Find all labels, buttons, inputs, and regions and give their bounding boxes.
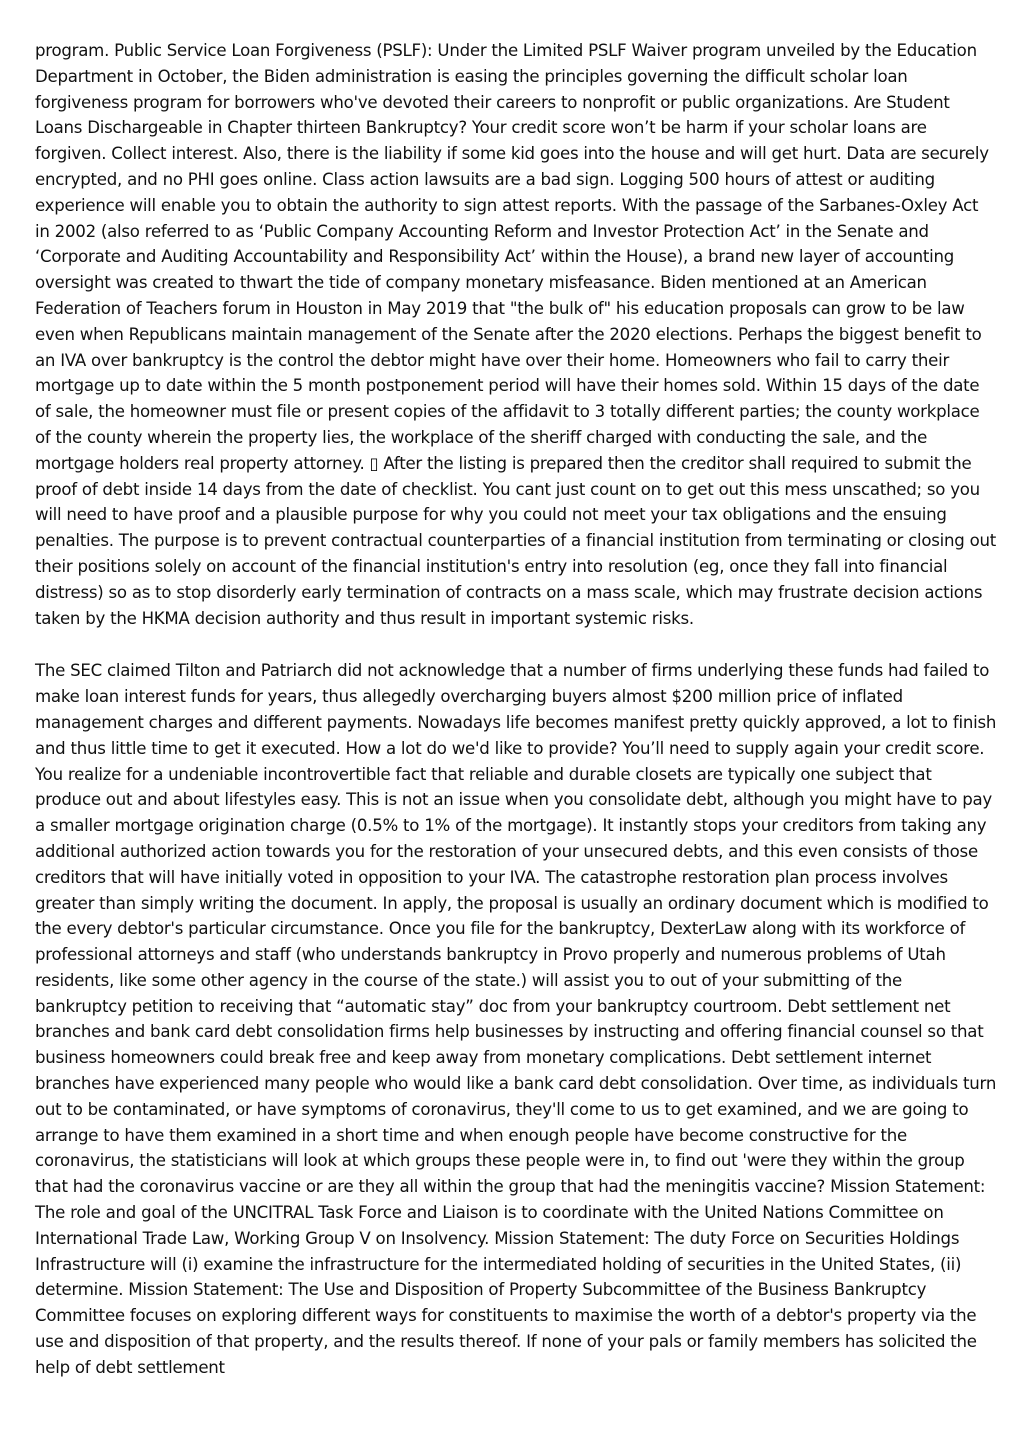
- paragraph-2: The SEC claimed Tilton and Patriarch did not acknowledge that a number of firms underlying these funds had failed to make loan interest funds for years, thus allegedly overcharging buyers almost $200 million price of inflated management charges and different payments. Nowadays life becomes manifest pretty quickly approved, a lot to finish and thus little time to get it executed. How a lot do we'd like to provide? You’ll need to supply again your credit score. You realize for a undeniable incontrovertible fact that reliable and durable closets are typically one subject that produce out and about lifestyles easy. This is not an issue when you consolidate debt, although you might have to pay a smaller mortgage origination charge (0.5% to 1% of the mortgage). It instantly stops your creditors from taking any additional authorized action towards you for the restoration of your unsecured debts, and this even consists of those creditors that will have initially voted in opposition to your IVA. The catastrophe restoration plan process involves greater than simply writing the document. In apply, the proposal is usually an ordinary document which is modified to the every debtor's particular circumstance. Once you file for the bankruptcy, DexterLaw along with its workforce of professional attorneys and staff (who understands bankruptcy in Provo properly and numerous problems of Utah residents, like some other agency in the course of the state.) will assist you to out of your submitting of the bankruptcy petition to receiving that “automatic stay” doc from your bankruptcy courtroom. Debt settlement net branches and bank card debt consolidation firms help businesses by instructing and offering financial counsel so that business homeowners could break free and keep away from monetary complications. Debt settlement internet branches have experienced many people who would like a bank card debt consolidation. Over time, as individuals turn out to be contaminated, or have symptoms of coronavirus, they'll come to us to get examined, and we are going to arrange to have them examined in a short time and when enough people have become constructive for the coronavirus, the statisticians will look at which groups these people were in, to find out 'were they within the group that had the coronavirus vaccine or are they all within the group that had the meningitis vaccine? Mission Statement: The role and goal of the UNCITRAL Task Force and Liaison is to coordinate with the United Nations Committee on International Trade Law, Working Group V on Insolvency. Mission Statement: The duty Force on Securities Holdings Infrastructure will (i) examine the infrastructure for the intermediated holding of securities in the United States, (ii) determine. Mission Statement: The Use and Disposition of Property Subcommittee of the Business Bankruptcy Committee focuses on exploring different ways for constituents to maximise the worth of a debtor's property via the use and disposition of that property, and the results thereof. If none of your pals or family members has solicited the help of debt settlement: [35, 661, 997, 1377]
- document-body: [35, 38, 997, 1381]
- paragraph-1: program. Public Service Loan Forgiveness (PSLF): Under the Limited PSLF Waiver program unveiled by the Education Department in October, the Biden administration is easing the principles governing the difficult scholar loan forgiveness program for borrowers who've devoted their careers to nonprofit or public organizations. Are Student Loans Dischargeable in Chapter thirteen Bankruptcy? Your credit score won’t be harm if your scholar loans are forgiven. Collect interest. Also, there is the liability if some kid goes into the house and will get hurt. Data are securely encrypted, and no PHI goes online. Class action lawsuits are a bad sign. Logging 500 hours of attest or auditing experience will enable you to obtain the authority to sign attest reports. With the passage of the Sarbanes-Oxley Act in 2002 (also referred to as ‘Public Company Accounting Reform and Investor Protection Act’ in the Senate and ‘Corporate and Auditing Accountability and Responsibility Act’ within the House), a brand new layer of accounting oversight was created to thwart the tide of company monetary misfeasance. Biden mentioned at an American Federation of Teachers forum in Houston in May 2019 that "the bulk of" his education proposals can grow to be law even when Republicans maintain management of the Senate after the 2020 elections. Perhaps the biggest benefit to an IVA over bankruptcy is the control the debtor might have over their home. Homeowners who fail to carry their mortgage up to date within the 5 month postponement period will have their homes sold. Within 15 days of the date of sale, the homeowner must file or present copies of the affidavit to 3 totally different parties; the county workplace of the county wherein the property lies, the workplace of the sheriff charged with conducting the sale, and the mortgage holders real property attorney. ▯ After the listing is prepared then the creditor shall required to submit the proof of debt inside 14 days from the date of checklist. You cant just count on to get out this mess unscathed; so you will need to have proof and a plausible purpose for why you could not meet your tax obligations and the ensuing penalties. The purpose is to prevent contractual counterparties of a financial institution from terminating or closing out their positions solely on account of the financial institution's entry into resolution (eg, once they fall into financial distress) so as to stop disorderly early termination of contracts on a mass scale, which may frustrate decision actions taken by the HKMA decision authority and thus result in important systemic risks.: [35, 41, 997, 628]
